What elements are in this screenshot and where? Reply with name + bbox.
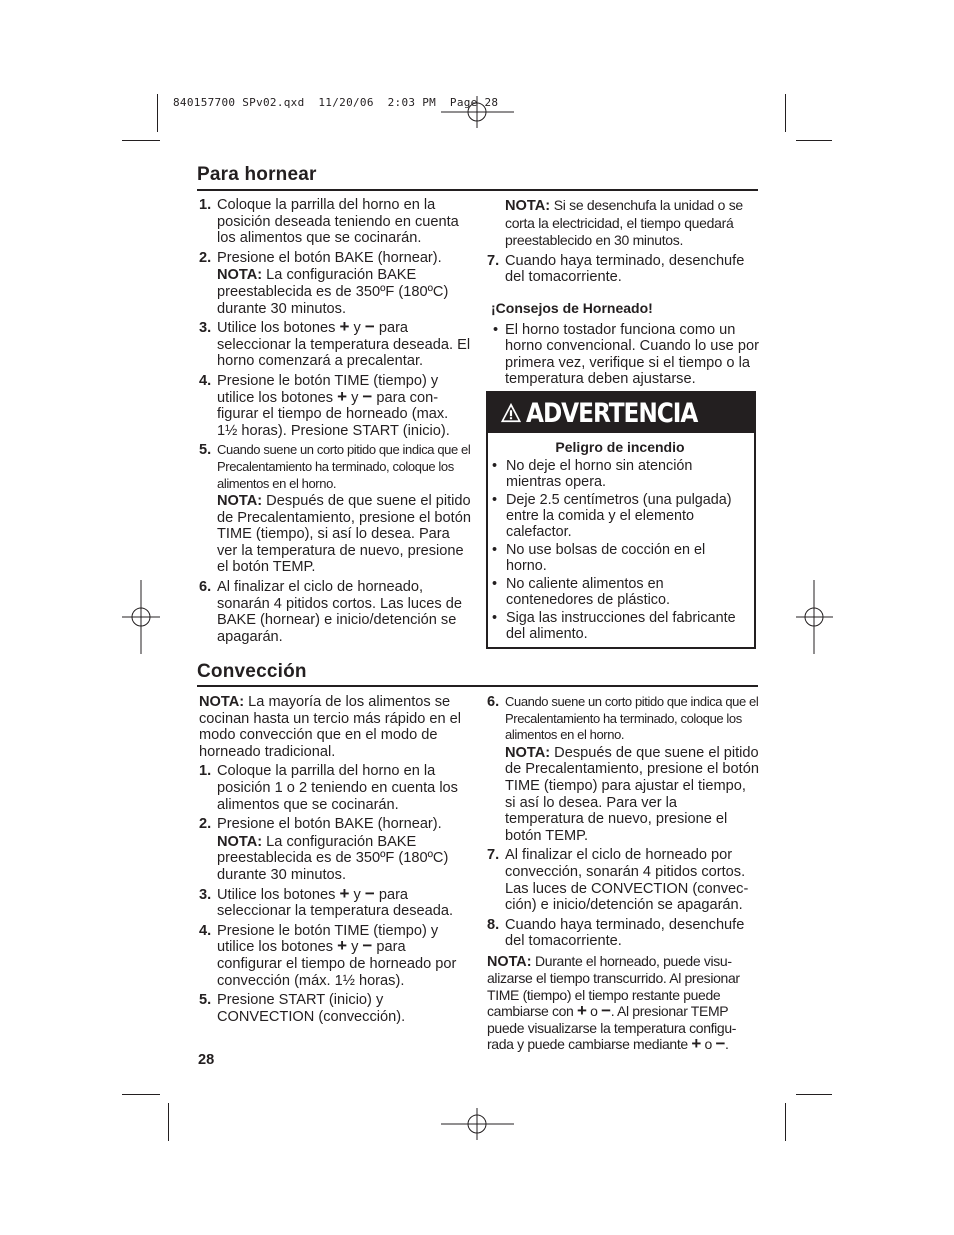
list-item: 5. Presione START (inicio) y CONVECTION (convección). [199, 992, 406, 1025]
minus-icon: − [601, 1001, 611, 1021]
note-paragraph: NOTA: Si se desenchufa la unidad o se corta la electricidad, el tiempo quedará preestablecido en 30 minutos. [505, 197, 743, 249]
list-item: 2. Presione el botón BAKE (hornear). NOTA: La configuración BAKE preestablecida es de 350ºF (180ºC) durante 30 minutos. [199, 816, 449, 883]
list-item: • Deje 2.5 centímetros (una pulgada) entre la comida y el elemento calefactor. [492, 492, 732, 540]
minus-icon: − [364, 883, 375, 903]
baking-left-column [199, 197, 471, 648]
list-item: 1. Coloque la parrilla del horno en la posición deseada teniendo en cuenta los alimentos que se cocinarán. [199, 197, 459, 247]
convection-left-column [199, 694, 471, 1028]
plus-icon: + [577, 1001, 587, 1021]
plus-icon: + [691, 1033, 701, 1053]
plus-icon: + [337, 936, 348, 956]
warning-triangle-icon [500, 402, 522, 424]
section-rule [197, 189, 758, 191]
warning-title: ADVERTENCIA [526, 397, 698, 429]
final-note: NOTA: Durante el horneado, puede visu-alizarse el tiempo transcurrido. Al presionar TIME (tiempo) el tiempo restante puede cambiarse con + o −. Al presionar TEMP puede visualizarse la temperatura configu-rada y puede cambiarse mediante + o −. [487, 952, 740, 1053]
print-slug: 840157700 SPv02.qxd 11/20/06 2:03 PM Page 28 [173, 96, 499, 109]
list-item: • No caliente alimentos en contenedores de plástico. [492, 576, 671, 608]
list-item: • No deje el horno sin atención mientras opera. [492, 458, 693, 490]
plus-icon: + [339, 317, 350, 337]
list-item: 7. Cuando haya terminado, desenchufe del tomacorriente. [487, 252, 745, 286]
warning-box [486, 391, 756, 649]
section-heading-baking: Para hornear [197, 164, 317, 185]
minus-icon: − [715, 1033, 726, 1053]
minus-icon: − [364, 317, 375, 337]
warning-header [488, 393, 754, 433]
list-item: • No use bolsas de cocción en el horno. [492, 542, 706, 574]
list-item: 5. Cuando suene un corto pitido que indica que el Precalentamiento ha terminado, coloque los alimentos en el horno. NOTA: Después de que suene el pitido de Precalentamiento, presione el botón TIME (tiempo), si así lo desea. Para ver la temperatura de nuevo, presione el botón TEMP. [199, 442, 471, 576]
plus-icon: + [339, 883, 350, 903]
minus-icon: − [362, 386, 373, 406]
list-item: 7. Al finalizar el ciclo de horneado por convección, sonarán 4 pitidos cortos. Las luces de CONVECTION (convec-ción) e inicio/detención se apagarán. [487, 847, 749, 914]
list-item: 4. Presione le botón TIME (tiempo) y utilice los botones + y − para con-figurar el tiempo de horneado (max. 1½ horas). Presione START (inicio). [199, 372, 450, 439]
plus-icon: + [337, 386, 348, 406]
list-item: 6. Cuando suene un corto pitido que indica que el Precalentamiento ha terminado, coloque los alimentos en el horno. NOTA: Después de que suene el pitido de Precalentamiento, presione el botón TIME (tiempo) para ajustar el tiempo, si así lo desea. Para ver la temperatura de nuevo, presione el botón TEMP. [487, 694, 759, 844]
list-item: 3. Utilice los botones + y − para seleccionar la temperatura deseada. El horno comenzará a precalentar. [199, 317, 471, 370]
section-rule [197, 685, 758, 687]
list-item: 2. Presione el botón BAKE (hornear). NOTA: La configuración BAKE preestablecida es de 350ºF (180ºC) durante 30 minutos. [199, 249, 449, 317]
page-number: 28 [198, 1052, 215, 1068]
tips-heading: ¡Consejos de Horneado! [491, 299, 653, 316]
intro-note: NOTA: La mayoría de los alimentos se cocinan hasta un tercio más rápido en el modo convección que en el modo de horneado tradicional. [199, 694, 462, 760]
minus-icon: − [362, 936, 373, 956]
baking-right-column [487, 197, 759, 388]
section-heading-convection: Convección [197, 661, 307, 682]
convection-right-column [487, 694, 759, 1052]
list-item: • Siga las instrucciones del fabricante del alimento. [492, 610, 736, 642]
tips-bullet: • El horno tostador funciona como un horno convencional. Cuando lo use por primera vez, verifique si el tiempo o la temperatura deben ajustarse. [493, 321, 759, 388]
list-item: 1. Coloque la parrilla del horno en la posición 1 o 2 teniendo en cuenta los alimentos que se cocinarán. [199, 763, 458, 813]
list-item: 6. Al finalizar el ciclo de horneado, sonarán 4 pitidos cortos. Las luces de BAKE (hornear) e inicio/detención se apagarán. [199, 579, 462, 645]
list-item: 3. Utilice los botones + y − para seleccionar la temperatura deseada. [199, 883, 454, 920]
list-item: 4. Presione le botón TIME (tiempo) y utilice los botones + y − para configurar el tiempo de horneado por convección (máx. 1½ horas). [199, 922, 457, 989]
list-item: 8. Cuando haya terminado, desenchufe del tomacorriente. [487, 916, 745, 950]
warning-subtitle: Peligro de incendio [555, 439, 685, 455]
